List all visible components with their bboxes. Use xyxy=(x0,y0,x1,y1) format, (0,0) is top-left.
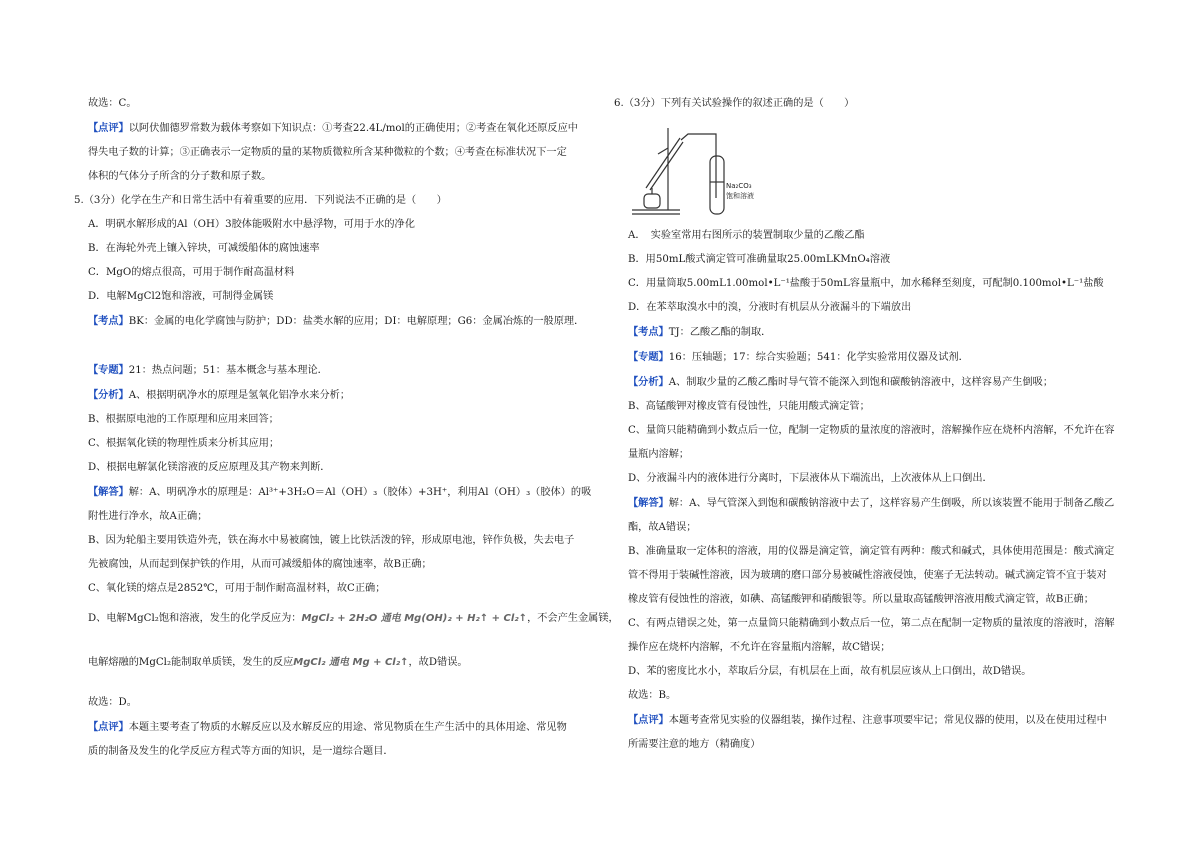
q6-option-c: C．用量筒取5.00mL1.00mol•L⁻¹盐酸于50mL容量瓶中，加水稀释至刻度，可配制0.100mol•L⁻¹盐酸 xyxy=(628,278,1104,289)
q6-comment: 【点评】本题考查常见实验的仪器组装，操作过程、注意事项要牢记；常见仪器的使用，以及在使用过程中 xyxy=(628,714,1107,726)
q6-solution: 【解答】解：A、导气管深入到饱和碳酸钠溶液中去了，这样容易产生倒吸，所以该装置不能用于制备乙酸乙 xyxy=(628,497,1115,509)
q6-solution-line: 操作应在烧杯内溶解，不允许在容量瓶内溶解，故C错误； xyxy=(628,642,891,653)
prev-comment-line: 体积的气体分子所含的分子数和原子数。 xyxy=(88,171,272,182)
q6-solution-line: C、有两点错误之处，第一点量筒只能精确到小数点后一位，第二点在配制一定物质的量浓度的溶液时，溶解 xyxy=(628,618,1115,629)
q5-analysis-line: D、根据电解氯化镁溶液的反应原理及其产物来判断． xyxy=(88,462,331,473)
q6-analysis-line: B、高锰酸钾对橡皮管有侵蚀性，只能用酸式滴定管； xyxy=(628,401,870,412)
q5-option-a: A．明矾水解形成的Al（OH）3胶体能吸附水中悬浮物，可用于水的净化 xyxy=(88,219,415,230)
q5-solution-line: B、因为轮船主要用铁造外壳，铁在海水中易被腐蚀，镀上比铁活泼的锌，形成原电池，锌作负极，失去电子 xyxy=(88,535,575,546)
apparatus-figure xyxy=(628,118,768,218)
q5-solution: 【解答】解：A、明矾净水的原理是：Al³⁺+3H₂O＝Al（OH）₃（胶体）+3H⁺，利用Al（OH）₃（胶体）的吸 xyxy=(88,486,592,498)
q6-option-b: B．用50mL酸式滴定管可准确量取25.00mLKMnO₄溶液 xyxy=(628,254,891,265)
q5-solution-line: 先被腐蚀，从而起到保护铁的作用，从而可减缓船体的腐蚀速率，故B正确； xyxy=(88,559,432,570)
q5-analysis-line: C、根据氧化镁的物理性质来分析其应用； xyxy=(88,438,280,449)
q6-solution-line: 酯，故A错误； xyxy=(628,522,697,533)
q6-comment-line: 所需要注意的地方（精确度） xyxy=(628,739,761,750)
q6-analysis: 【分析】A、制取少量的乙酸乙酯时导气管不能深入到饱和碳酸钠溶液中，这样容易产生倒吸； xyxy=(628,376,1054,388)
equation: MgCl₂ + 2H₂O 通电 Mg(OH)₂ + H₂↑ + Cl₂↑ xyxy=(301,613,528,624)
q5-topic: 【专题】21：热点问题；51：基本概念与基本理论． xyxy=(88,364,328,376)
figure-label-na2co3: Na₂CO₃ xyxy=(726,182,752,190)
q5-knowledge-point: 【考点】BK：金属的电化学腐蚀与防护；DD：盐类水解的应用；DI：电解原理；G6：金属冶炼的一般原理． xyxy=(88,315,585,327)
q5-solution-line: 附性进行净水，故A正确； xyxy=(88,511,208,522)
q5-answer: 故选：D。 xyxy=(88,697,137,708)
q6-answer: 故选：B。 xyxy=(628,690,677,701)
prev-answer: 故选：C。 xyxy=(88,98,137,109)
q5-analysis: 【分析】A、根据明矾净水的原理是氢氧化铝净水来分析； xyxy=(88,389,351,401)
apparatus-drawing xyxy=(632,128,724,214)
q6-option-a: A． 实验室常用右图所示的装置制取少量的乙酸乙酯 xyxy=(628,230,865,241)
q5-solution-line: D、电解MgCl₂饱和溶液，发生的化学反应为：MgCl₂ + 2H₂O 通电 Mg(OH)₂ + H₂↑ + Cl₂↑，不会产生金属镁， xyxy=(88,613,619,624)
q5-comment-line: 质的制备及发生的化学反应方程式等方面的知识，是一道综合题目． xyxy=(88,746,394,757)
q6-solution-line: 管不得用于装碱性溶液，因为玻璃的磨口部分易被碱性溶液侵蚀，使塞子无法转动。碱式滴定管不宜于装对 xyxy=(628,570,1107,581)
q6-option-d: D．在苯萃取溴水中的溴，分液时有机层从分液漏斗的下端放出 xyxy=(628,302,912,313)
equation: MgCl₂ 通电 Mg + Cl₂↑ xyxy=(293,657,409,668)
q6-topic: 【专题】16：压轴题；17：综合实验题；541：化学实验常用仪器及试剂． xyxy=(628,351,969,363)
q6-analysis-line: 量瓶内溶解； xyxy=(628,449,690,460)
prev-comment-line: 【点评】以阿伏伽德罗常数为载体考察如下知识点：①考查22.4L/mol的正确使用；②考查在氧化还原反应中 xyxy=(88,122,578,134)
question-6: 6.（3分）下列有关试验操作的叙述正确的是（ ） xyxy=(614,98,855,109)
left-column xyxy=(74,92,619,764)
q5-solution-line: 电解熔融的MgCl₂能制取单质镁，发生的反应MgCl₂ 通电 Mg + Cl₂↑，故D错误。 xyxy=(88,657,468,668)
question-5: 5.（3分）化学在生产和日常生活中有着重要的应用．下列说法不正确的是（ ） xyxy=(74,195,447,206)
q5-option-d: D．电解MgCl2饱和溶液，可制得金属镁 xyxy=(88,291,274,302)
right-column xyxy=(614,92,1134,757)
q6-analysis-line: C、量筒只能精确到小数点后一位，配制一定物质的量浓度的溶液时，溶解操作应在烧杯内溶解，不允许在容 xyxy=(628,425,1115,436)
q5-option-b: B．在海轮外壳上镶入锌块，可减缓船体的腐蚀速率 xyxy=(88,243,320,254)
comment-tag: 【点评】 xyxy=(88,122,129,134)
figure-label-saturated: 饱和溶液 xyxy=(726,192,754,200)
prev-comment-line: 得失电子数的计算；③正确表示一定物质的量的某物质微粒所含某种微粒的个数；④考查在标准状况下一定 xyxy=(88,147,567,158)
q6-solution-line: 橡皮管有侵蚀性的溶液，如碘、高锰酸钾和硝酸银等。所以量取高锰酸钾溶液用酸式滴定管，故B正确； xyxy=(628,594,1094,605)
q5-option-c: C．MgO的熔点很高，可用于制作耐高温材料 xyxy=(88,267,295,278)
q6-analysis-line: D、分液漏斗内的液体进行分离时，下层液体从下端流出，上次液体从上口倒出． xyxy=(628,473,993,484)
q5-comment: 【点评】本题主要考查了物质的水解反应以及水解反应的用途、常见物质在生产生活中的具体用途、常见物 xyxy=(88,721,567,733)
q6-solution-line: D、苯的密度比水小，萃取后分层，有机层在上面，故有机层应该从上口倒出，故D错误。 xyxy=(628,666,1032,677)
q5-solution-line: C、氧化镁的熔点是2852℃，可用于制作耐高温材料，故C正确； xyxy=(88,583,386,594)
q6-solution-line: B、准确量取一定体积的溶液，用的仪器是滴定管，滴定管有两种：酸式和碱式，具体使用范围是：酸式滴定 xyxy=(628,546,1115,557)
q6-knowledge-point: 【考点】TJ：乙酸乙酯的制取． xyxy=(628,326,772,338)
q5-analysis-line: B、根据原电池的工作原理和应用来回答； xyxy=(88,414,279,425)
